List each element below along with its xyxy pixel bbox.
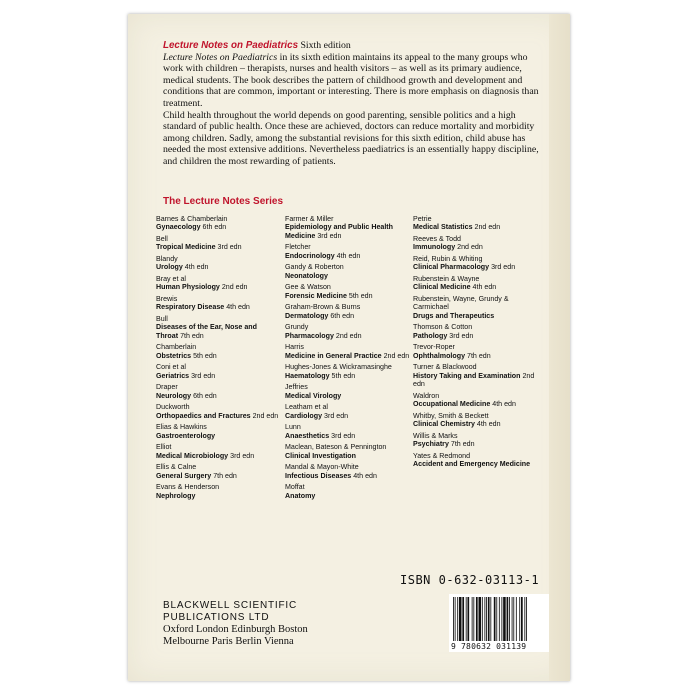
series-entry-edition: 6th edn	[193, 391, 217, 400]
barcode-bar	[526, 597, 527, 641]
series-entry	[285, 463, 410, 480]
series-entry	[413, 412, 545, 429]
series-entry-title: Medical Microbiology	[156, 451, 229, 460]
series-entry-title: Gynaecology	[156, 223, 201, 232]
series-entry-edition: 2nd edn	[457, 243, 483, 252]
barcode-bar	[486, 597, 487, 641]
series-entry-edition: 3rd edn	[317, 231, 342, 240]
series-entry-title: Anatomy	[285, 491, 316, 500]
series-entry	[413, 295, 545, 320]
series-entry	[285, 423, 410, 440]
series-entry-edition: 3rd edn	[491, 263, 516, 272]
series-entry-edition: 4th edn	[184, 263, 209, 272]
series-entry-title: Medicine in General Practice	[285, 351, 382, 360]
series-entry-edition: 3rd edn	[324, 411, 349, 420]
series-entry	[413, 343, 545, 360]
series-entry	[285, 263, 410, 280]
series-entry-author: Petrie	[413, 215, 432, 223]
series-entry-title: Epidemiology and Public Health Medicine	[285, 223, 393, 240]
series-entry-author: Elliot	[156, 443, 172, 452]
series-entry-title: Accident and Emergency Medicine	[413, 460, 531, 469]
series-entry	[413, 323, 545, 340]
series-entry-edition: 6th edn	[202, 223, 227, 232]
publisher-name-2: PUBLICATIONS LTD	[163, 612, 270, 623]
series-entry	[156, 295, 280, 312]
barcode-bar	[490, 597, 491, 641]
series-entry-title: Clinical Medicine	[413, 283, 471, 292]
series-entry-title: Gastroenterology	[156, 431, 216, 440]
barcode-bar	[467, 597, 469, 641]
series-entry-author: Blandy	[156, 255, 178, 263]
series-entry-title: Drugs and Therapeutics	[413, 311, 495, 320]
series-entry-title: Diseases of the Ear, Nose and Throat	[156, 323, 257, 340]
barcode-bar	[466, 597, 467, 641]
series-entry	[156, 403, 280, 420]
publisher-block	[163, 600, 308, 648]
series-entry-title: Anaesthetics	[285, 431, 330, 440]
series-entry	[285, 283, 410, 300]
series-entry	[285, 443, 410, 460]
isbn-label: ISBN 0-632-03113-1	[400, 573, 540, 587]
series-entry-edition: 4th edn	[476, 420, 501, 429]
series-entry-title: History Taking and Examination	[413, 371, 521, 380]
series-entry-author: Duckworth	[156, 403, 190, 412]
series-entry-author: Fletcher	[285, 243, 311, 252]
series-entry-title: Neurology	[156, 391, 192, 400]
series-entry	[413, 275, 545, 292]
series-entry	[156, 423, 280, 440]
series-entry-author: Gandy & Roberton	[285, 263, 344, 272]
barcode-bar	[494, 597, 496, 641]
series-entry	[413, 432, 545, 449]
series-entry-title: Respiratory Disease	[156, 303, 225, 312]
barcode-bar	[513, 597, 514, 641]
blurb	[163, 40, 543, 168]
series-entry-title: Nephrology	[156, 491, 196, 500]
series-entry	[413, 392, 545, 409]
series-entry-title: Clinical Investigation	[285, 451, 356, 460]
series-entry-edition: 2nd edn	[221, 283, 248, 292]
series-entry-title: Haematology	[285, 371, 330, 380]
series-entry-author: Trevor-Roper	[413, 343, 455, 352]
series-entry-edition: 5th edn	[331, 371, 356, 380]
series-entry	[156, 315, 280, 340]
series-entry-edition: 7th edn	[180, 331, 204, 340]
series-entry-title: Medical Virology	[285, 391, 342, 400]
series-entry-author: Turner & Blackwood	[413, 363, 477, 372]
series-entry	[156, 215, 280, 232]
series-entry-edition: 2nd edn	[413, 371, 535, 389]
book-title: Lecture Notes on Paediatrics	[163, 40, 299, 51]
series-entry-title: Psychiatry	[413, 440, 449, 449]
series-entry	[413, 215, 545, 232]
barcode-bar	[479, 597, 482, 641]
blurb-title-italic: Lecture Notes on Paediatrics	[163, 51, 278, 63]
barcode-bar	[503, 597, 506, 641]
series-entry	[156, 275, 280, 292]
series-entry-edition: 3rd edn	[331, 431, 356, 440]
barcode-bar	[509, 597, 510, 641]
barcode-bar	[472, 597, 473, 641]
series-entry-author: Coni et al	[156, 363, 186, 372]
barcode-bar	[462, 597, 464, 641]
series-entry	[413, 235, 545, 252]
series-entry	[285, 243, 410, 260]
series-entry-author: Leatham et al	[285, 403, 328, 412]
series-entry-title: Clinical Chemistry	[413, 420, 475, 429]
series-entry-author: Ellis & Calne	[156, 463, 197, 472]
series-entry	[156, 235, 280, 252]
barcode-bar	[459, 597, 462, 641]
barcode-bar	[512, 597, 513, 641]
publisher-cities-1: Oxford London Edinburgh Boston	[163, 624, 308, 635]
series-entry-author: Reid, Rubin & Whiting	[413, 255, 483, 263]
series-entry-edition: 3rd edn	[230, 451, 255, 460]
barcode-bar	[476, 597, 478, 641]
series-entry-author: Yates & Redmond	[413, 451, 471, 460]
series-entry-author: Elias & Hawkins	[156, 423, 207, 432]
series-entry-author: Grundy	[285, 323, 309, 332]
series-entry-title: Orthopaedics and Fractures	[156, 411, 251, 420]
series-entry-author: Harris	[285, 343, 304, 352]
series-entry-title: Clinical Pharmacology	[413, 263, 490, 272]
series-entry-author: Thomson & Cotton	[413, 323, 473, 332]
series-entry-title: Tropical Medicine	[156, 243, 216, 252]
series-entry-edition: 3rd edn	[449, 331, 474, 340]
series-entry-author: Maclean, Bateson & Pennington	[285, 443, 387, 452]
series-entry-edition: 2nd edn	[383, 351, 410, 360]
series-entry-title: Dermatology	[285, 311, 329, 320]
series-entry-edition: 6th edn	[330, 311, 355, 320]
barcode-bar	[524, 597, 525, 641]
series-entry-author: Bell	[156, 235, 168, 243]
blurb-para-2: Child health throughout the world depends on good parenting, sensible politics and a high standard of public health. Once these are achieved, doctors can reduce mortality and morbidity among children. Sadly, among the substantial revisions for this sixth edition, child abuse has needed the most extensive additions. Nevertheless paediatrics is an essentially happy discipline, and children the most rewarding of patients.	[163, 109, 539, 167]
series-entry	[156, 383, 280, 400]
barcode-bar	[499, 597, 500, 641]
series-entry	[285, 363, 410, 380]
blurb-para-1	[163, 40, 543, 110]
series-entry	[413, 452, 545, 469]
series-entry-author: Reeves & Todd	[413, 235, 461, 243]
series-entry-title: Immunology	[413, 243, 456, 252]
barcode-bar	[455, 597, 456, 641]
series-entry-author: Gee & Watson	[285, 283, 331, 292]
barcode-bar	[496, 597, 497, 641]
series-entry-author: Bull	[156, 315, 168, 323]
series-entry-title: Medical Statistics	[413, 223, 473, 232]
series-entry-author: Willis & Marks	[413, 431, 458, 440]
series-entry-title: Neonatology	[285, 271, 328, 280]
series-column-3	[413, 215, 545, 472]
series-entry	[156, 343, 280, 360]
series-entry-edition: 4th edn	[226, 303, 250, 312]
series-entry-edition: 2nd edn	[335, 331, 362, 340]
barcode-bar	[453, 597, 454, 641]
barcode-bar	[488, 597, 490, 641]
cover-right-edge	[549, 14, 570, 681]
barcode-bar	[507, 597, 509, 641]
series-entry-edition: 5th edn	[348, 291, 373, 300]
series-entry-edition: 2nd edn	[252, 411, 279, 420]
barcode-bar	[501, 597, 502, 641]
barcode-bar	[521, 597, 523, 641]
series-entry	[156, 443, 280, 460]
series-entry	[156, 463, 280, 480]
series-entry-edition: 5th edn	[193, 351, 217, 360]
series-entry-title: General Surgery	[156, 471, 212, 480]
series-entry-title: Forensic Medicine	[285, 291, 347, 300]
series-column-2	[285, 215, 410, 503]
barcode-number: 9 780632 031139	[451, 642, 527, 651]
series-entry-author: Lunn	[285, 423, 301, 432]
series-entry	[156, 255, 280, 272]
series-entry-title: Pharmacology	[285, 331, 334, 340]
series-entry	[285, 323, 410, 340]
barcode-bar	[519, 597, 520, 641]
series-entry-author: Evans & Henderson	[156, 483, 220, 492]
series-entry-author: Brewis	[156, 295, 178, 303]
series-entry	[285, 403, 410, 420]
series-column-1	[156, 215, 280, 503]
publisher-name-1: BLACKWELL SCIENTIFIC	[163, 600, 297, 611]
series-entry-author: Moffat	[285, 483, 305, 492]
series-entry-title: Ophthalmology	[413, 351, 466, 360]
publisher-cities-2: Melbourne Paris Berlin Vienna	[163, 636, 294, 647]
series-entry-author: Rubenstein, Wayne, Grundy & Carmichael	[413, 295, 509, 312]
series-entry-edition: 7th edn	[450, 440, 475, 449]
series-entry-author: Bray et al	[156, 275, 186, 283]
series-entry-author: Jeffries	[285, 383, 308, 392]
series-entry-edition: 2nd edn	[474, 223, 501, 232]
barcode-bar	[473, 597, 474, 641]
barcode-bar	[516, 597, 517, 641]
series-entry-edition: 4th edn	[492, 400, 516, 409]
series-title: The Lecture Notes Series	[163, 196, 284, 207]
series-entry-author: Waldron	[413, 391, 440, 400]
series-entry-author: Farmer & Miller	[285, 215, 334, 223]
series-entry	[285, 303, 410, 320]
series-entry-title: Cardiology	[285, 411, 323, 420]
series-entry-author: Hughes-Jones & Wickramasinghe	[285, 363, 392, 372]
series-entry-author: Rubenstein & Wayne	[413, 275, 480, 283]
barcode-bar	[484, 597, 485, 641]
series-entry-author: Barnes & Chamberlain	[156, 215, 228, 223]
series-entry-title: Endocrinology	[285, 251, 335, 260]
series-entry-author: Whitby, Smith & Beckett	[413, 411, 489, 420]
barcode-bar	[457, 597, 458, 641]
series-entry-author: Mandal & Mayon-White	[285, 463, 359, 472]
series-entry-edition: 4th edn	[472, 283, 497, 292]
series-entry-title: Human Physiology	[156, 283, 220, 292]
series-entry	[413, 255, 545, 272]
series-entry-title: Pathology	[413, 331, 448, 340]
series-entry-edition: 4th edn	[336, 251, 361, 260]
series-entry-edition: 4th edn	[353, 471, 377, 480]
edition-label: Sixth edition	[300, 40, 351, 51]
series-entry	[285, 383, 410, 400]
series-entry-title: Urology	[156, 263, 183, 272]
series-entry-edition: 3rd edn	[191, 371, 216, 380]
series-entry	[156, 483, 280, 500]
barcode	[453, 597, 547, 641]
barcode-bar	[482, 597, 483, 641]
series-entry-edition: 7th edn	[213, 471, 237, 480]
series-entry-author: Draper	[156, 383, 178, 392]
series-entry	[285, 343, 410, 360]
series-entry	[156, 363, 280, 380]
series-entry-title: Occupational Medicine	[413, 400, 491, 409]
series-entry-edition: 7th edn	[467, 351, 491, 360]
series-entry-author: Graham-Brown & Burns	[285, 303, 361, 312]
series-entry-title: Geriatrics	[156, 371, 190, 380]
series-entry-title: Infectious Diseases	[285, 471, 352, 480]
series-entry	[413, 363, 545, 388]
series-entry-title: Obstetrics	[156, 351, 192, 360]
series-entry	[285, 483, 410, 500]
blurb-para-1-text: in its sixth edition maintains its appeal to the many groups who work with children – therapists, nurses and health visitors – as well as its primary audience, medical students. The book describes the pattern of childhood growth and development and conditions that are common, important or interesting. There is more emphasis on diagnosis than treatment.	[163, 51, 539, 109]
series-entry	[285, 215, 410, 240]
series-entry-edition: 3rd edn	[217, 243, 242, 252]
series-entry-author: Chamberlain	[156, 343, 197, 352]
